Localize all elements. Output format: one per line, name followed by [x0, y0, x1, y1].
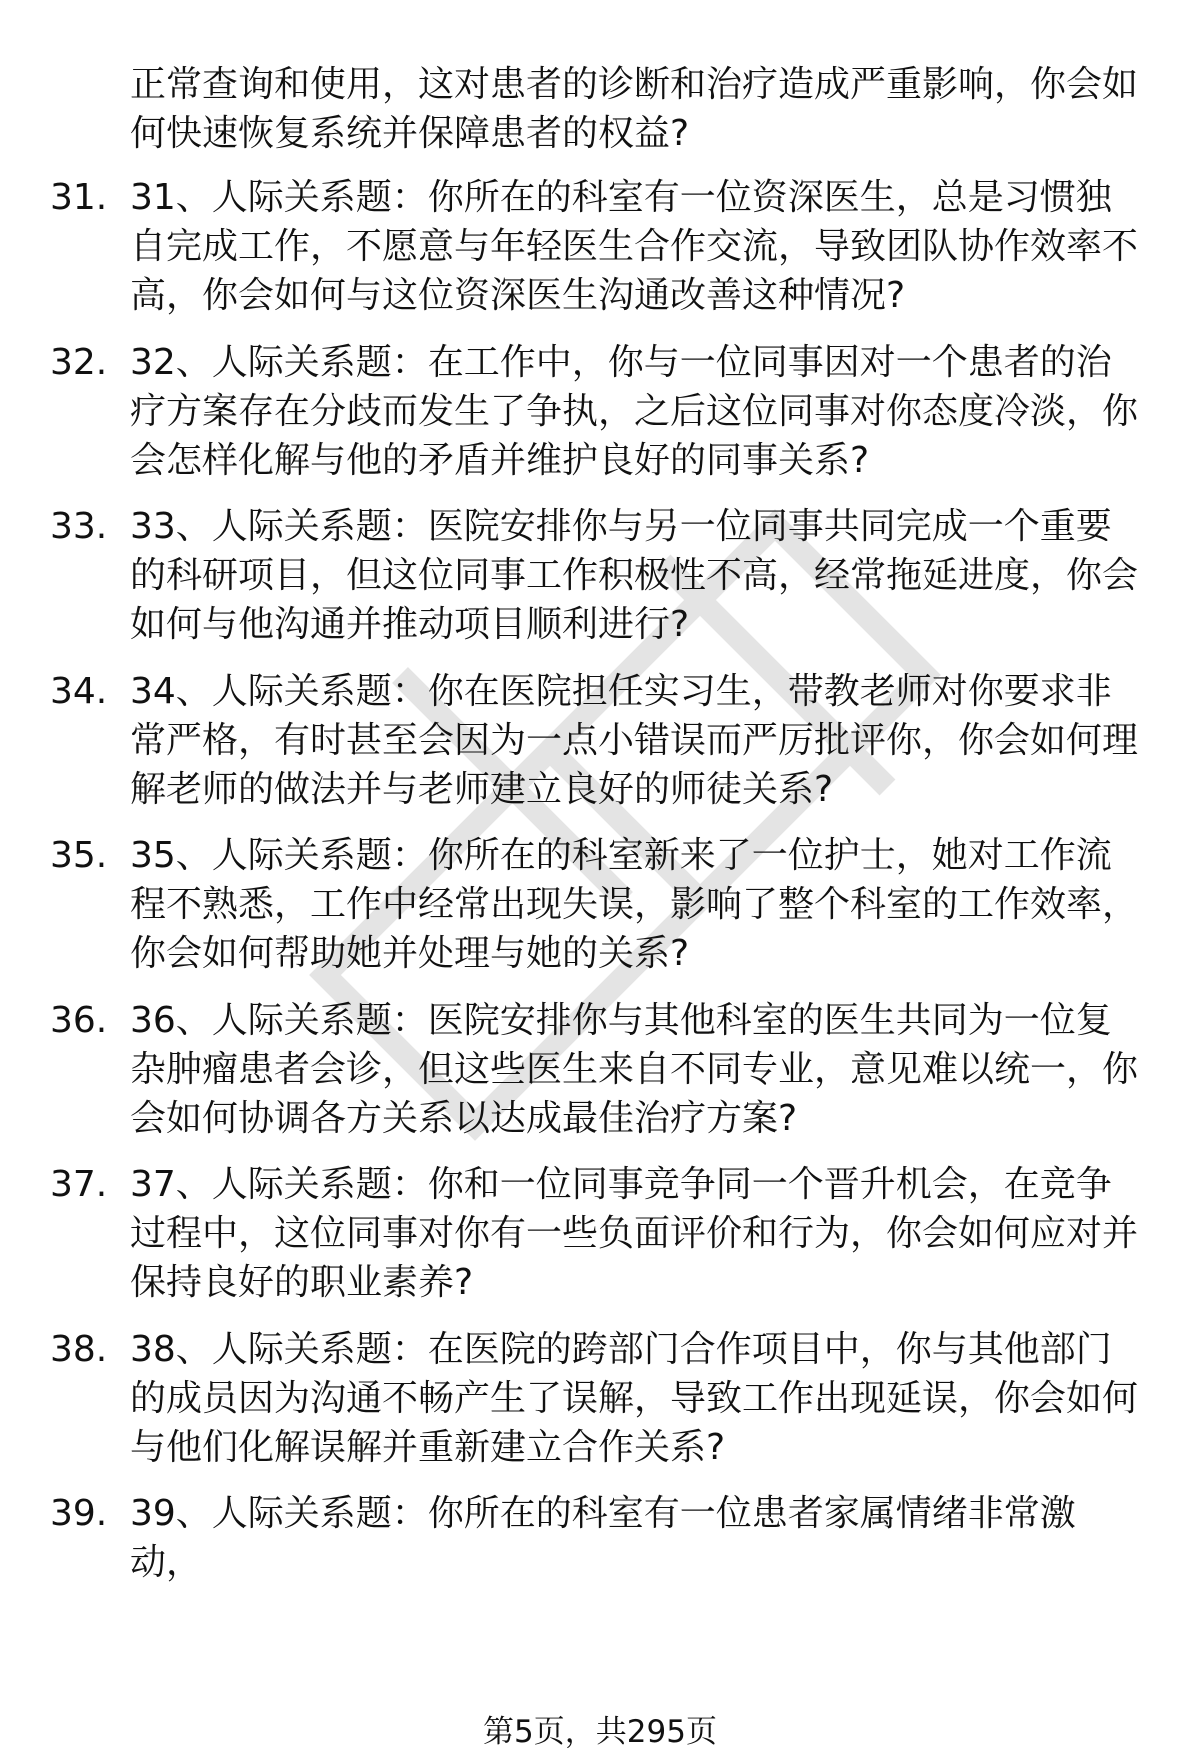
item-number: 33.	[50, 506, 108, 547]
item-number: 32.	[50, 342, 108, 383]
item-text: 37、人际关系题：你和一位同事竞争同一个晋升机会，在竞争过程中，这位同事对你有一些负面评价和行为，你会如何应对并保持良好的职业素养?	[130, 1164, 1139, 1303]
item-number: 39.	[50, 1493, 108, 1534]
page-footer: 第5页，共295页	[483, 1714, 717, 1750]
continuation-text: 正常查询和使用，这对患者的诊断和治疗造成严重影响，你会如何快速恢复系统并保障患者的权益?	[130, 64, 1139, 154]
item-text: 34、人际关系题：你在医院担任实习生，带教老师对你要求非常严格，有时甚至会因为一点小错误而严厉批评你，你会如何理解老师的做法并与老师建立良好的师徒关系?	[130, 671, 1139, 810]
item-number: 31.	[50, 177, 108, 218]
item-text: 31、人际关系题：你所在的科室有一位资深医生，总是习惯独自完成工作，不愿意与年轻医生合作交流，导致团队协作效率不高，你会如何与这位资深医生沟通改善这种情况?	[130, 177, 1139, 316]
item-text: 35、人际关系题：你所在的科室新来了一位护士，她对工作流程不熟悉，工作中经常出现失误，影响了整个科室的工作效率，你会如何帮助她并处理与她的关系?	[130, 835, 1139, 974]
item-text: 36、人际关系题：医院安排你与其他科室的医生共同为一位复杂肿瘤患者会诊，但这些医生来自不同专业，意见难以统一，你会如何协调各方关系以达成最佳治疗方案?	[130, 1000, 1139, 1139]
item-text: 33、人际关系题：医院安排你与另一位同事共同完成一个重要的科研项目，但这位同事工作积极性不高，经常拖延进度，你会如何与他沟通并推动项目顺利进行?	[130, 506, 1139, 645]
item-text: 38、人际关系题：在医院的跨部门合作项目中，你与其他部门的成员因为沟通不畅产生了误解，导致工作出现延误，你会如何与他们化解误解并重新建立合作关系?	[130, 1329, 1139, 1468]
item-number: 38.	[50, 1329, 108, 1370]
item-text: 39、人际关系题：你所在的科室有一位患者家属情绪非常激动，	[130, 1493, 1076, 1583]
item-text: 32、人际关系题：在工作中，你与一位同事因对一个患者的治疗方案存在分歧而发生了争执，之后这位同事对你态度冷淡，你会怎样化解与他的矛盾并维护良好的同事关系?	[130, 342, 1139, 481]
item-number: 37.	[50, 1164, 108, 1205]
item-number: 36.	[50, 1000, 108, 1041]
item-number: 35.	[50, 835, 108, 876]
item-number: 34.	[50, 671, 108, 712]
